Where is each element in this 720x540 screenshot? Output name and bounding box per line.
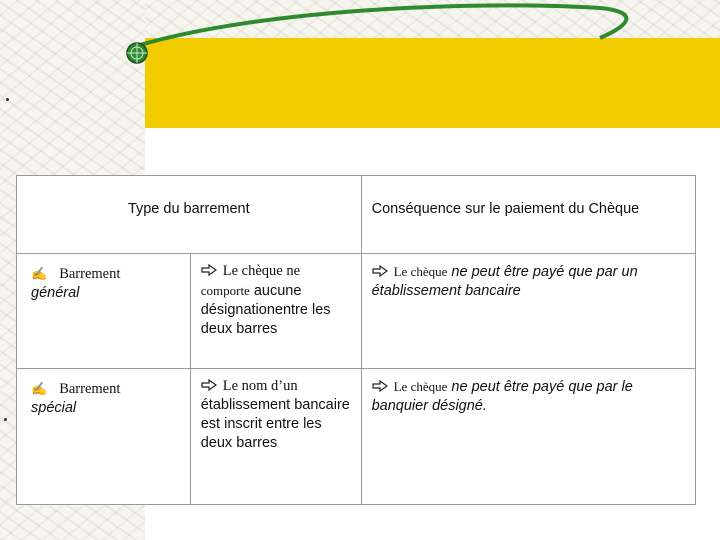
header-type-label: Type du barrement — [127, 201, 250, 217]
writing-hand-icon: ✍ — [31, 266, 48, 281]
outline-arrow-right-icon — [201, 379, 217, 391]
row-type-cell — [17, 254, 191, 369]
row-type-cell — [17, 369, 191, 505]
header-consequence — [361, 176, 695, 254]
row-condition-cell — [190, 369, 361, 505]
row-condition-rest: établissement bancaire est inscrit entre les deux barres — [200, 397, 350, 451]
row-type-sub: spécial — [31, 400, 77, 416]
outline-arrow-right-icon — [372, 265, 388, 277]
barrement-table — [16, 175, 696, 505]
decorative-dot — [4, 418, 7, 421]
row-type-sub: général — [31, 285, 80, 301]
row-consequence-rest: ne peut être payé que par le banquier désigné. — [371, 379, 633, 414]
row-type-main: Barrement — [59, 381, 121, 397]
table-row — [17, 369, 696, 505]
row-condition-rest: aucune désignationentre les deux barres — [200, 283, 331, 337]
decorative-dot — [6, 98, 9, 101]
row-type-main: Barrement — [59, 266, 121, 282]
writing-hand-icon: ✍ — [31, 381, 48, 396]
header-consequence-label: Conséquence sur le paiement du Chèque — [371, 201, 640, 217]
table-row — [17, 254, 696, 369]
row-consequence-cell — [361, 254, 695, 369]
outline-arrow-right-icon — [201, 264, 217, 276]
row-condition-lead: Le nom d’un — [222, 378, 298, 394]
table-header-row — [17, 176, 696, 254]
row-condition-serif: comporte — [200, 283, 250, 298]
row-consequence-rest: ne peut être payé que par un établissement bancaire — [371, 264, 638, 299]
row-condition-lead: Le chèque ne — [222, 263, 301, 279]
outline-arrow-right-icon — [372, 380, 388, 392]
row-consequence-lead: Le chèque — [393, 379, 448, 394]
header-type — [17, 176, 362, 254]
green-swoosh-icon — [0, 0, 720, 140]
row-consequence-lead: Le chèque — [393, 264, 448, 279]
row-condition-cell — [190, 254, 361, 369]
green-globe-icon — [127, 43, 147, 63]
row-consequence-cell — [361, 369, 695, 505]
